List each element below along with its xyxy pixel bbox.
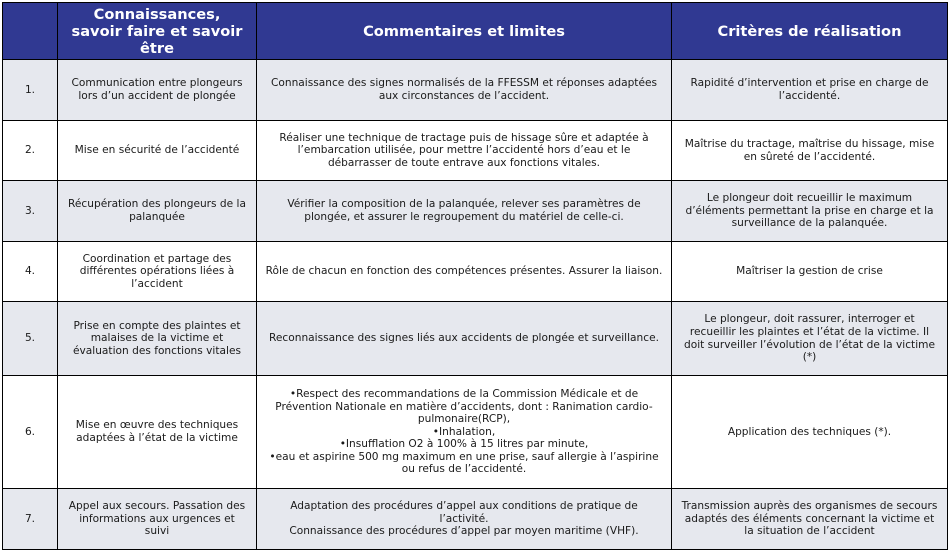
header-knowledge: Connaissances, savoir faire et savoir être: [58, 3, 257, 60]
criteria-cell: Le plongeur doit recueillir le maximum d’éléments permettant la prise en charge et la surveillance de la palanquée.: [672, 181, 948, 242]
row-number: 7.: [3, 489, 58, 550]
criteria-cell: Le plongeur, doit rassurer, interroger et recueillir les plaintes et l’état de la victime. Il doit surveiller l’évolution de l’état de la victime (*): [672, 302, 948, 376]
comments-cell: [257, 121, 672, 181]
criteria-cell: Rapidité d’intervention et prise en charge de l’accidenté.: [672, 60, 948, 121]
comments-cell: [257, 181, 672, 242]
knowledge-cell: Communication entre plongeurs lors d’un accident de plongée: [58, 60, 257, 121]
header-row: [3, 3, 948, 60]
comment-line: •Respect des recommandations de la Commission Médicale et de Prévention Nationale en matière d’accidents, dont : Ranimation cardio-pulmonaire(RCP),: [275, 387, 653, 426]
knowledge-cell: Appel aux secours. Passation des informations aux urgences et suivi: [58, 489, 257, 550]
comment-line: Réaliser une technique de tractage puis de hissage sûre et adaptée à l’embarcation utilisée, pour mettre l’accidenté hors d’eau et le débarrasser de toute entrave aux fonctions vitales.: [279, 131, 649, 169]
header-criteria: Critères de réalisation: [672, 3, 948, 60]
comments-cell: [257, 302, 672, 376]
criteria-cell: Maîtrise du tractage, maîtrise du hissage, mise en sûreté de l’accidenté.: [672, 121, 948, 181]
comments-cell: [257, 242, 672, 302]
table-row: [3, 121, 948, 181]
knowledge-cell: Prise en compte des plaintes et malaises de la victime et évaluation des fonctions vitales: [58, 302, 257, 376]
row-number: 6.: [3, 376, 58, 489]
header-number: [3, 3, 58, 60]
comment-line: Connaissance des signes normalisés de la FFESSM et réponses adaptées aux circonstances de l’accident.: [270, 77, 658, 102]
comment-line: Reconnaissance des signes liés aux accidents de plongée et surveillance.: [269, 332, 659, 345]
table-row: [3, 242, 948, 302]
comment-line: Vérifier la composition de la palanquée, relever ses paramètres de plongée, et assurer le regroupement du matériel de celle-ci.: [287, 198, 641, 223]
table-row: [3, 376, 948, 489]
comment-line: •eau et aspirine 500 mg maximum en une prise, sauf allergie à l’aspirine ou refus de l’accidenté.: [269, 450, 659, 476]
criteria-cell: Application des techniques (*).: [672, 376, 948, 489]
comment-line: Rôle de chacun en fonction des compétences présentes. Assurer la liaison.: [265, 265, 663, 278]
table-row: [3, 489, 948, 550]
comments-cell: [257, 489, 672, 550]
table-row: [3, 60, 948, 121]
table-row: [3, 181, 948, 242]
knowledge-cell: Récupération des plongeurs de la palanquée: [58, 181, 257, 242]
knowledge-cell: Mise en œuvre des techniques adaptées à l’état de la victime: [58, 376, 257, 489]
competency-table: [2, 2, 948, 550]
row-number: 5.: [3, 302, 58, 376]
knowledge-cell: Mise en sécurité de l’accidenté: [58, 121, 257, 181]
row-number: 2.: [3, 121, 58, 181]
comment-line: •Inhalation,: [432, 425, 496, 438]
row-number: 4.: [3, 242, 58, 302]
row-number: 3.: [3, 181, 58, 242]
comment-line: •Insufflation O2 à 100% à 15 litres par minute,: [339, 438, 589, 451]
table-row: [3, 302, 948, 376]
comments-cell: [257, 376, 672, 489]
criteria-cell: Maîtriser la gestion de crise: [672, 242, 948, 302]
comment-line: Adaptation des procédures d’appel aux conditions de pratique de l’activité.: [290, 500, 638, 525]
comments-cell: [257, 60, 672, 121]
comment-line: Connaissance des procédures d’appel par moyen maritime (VHF).: [289, 525, 639, 538]
knowledge-cell: Coordination et partage des différentes opérations liées à l’accident: [58, 242, 257, 302]
row-number: 1.: [3, 60, 58, 121]
criteria-cell: Transmission auprès des organismes de secours adaptés des éléments concernant la victime et la situation de l’accident: [672, 489, 948, 550]
header-comments: Commentaires et limites: [257, 3, 672, 60]
